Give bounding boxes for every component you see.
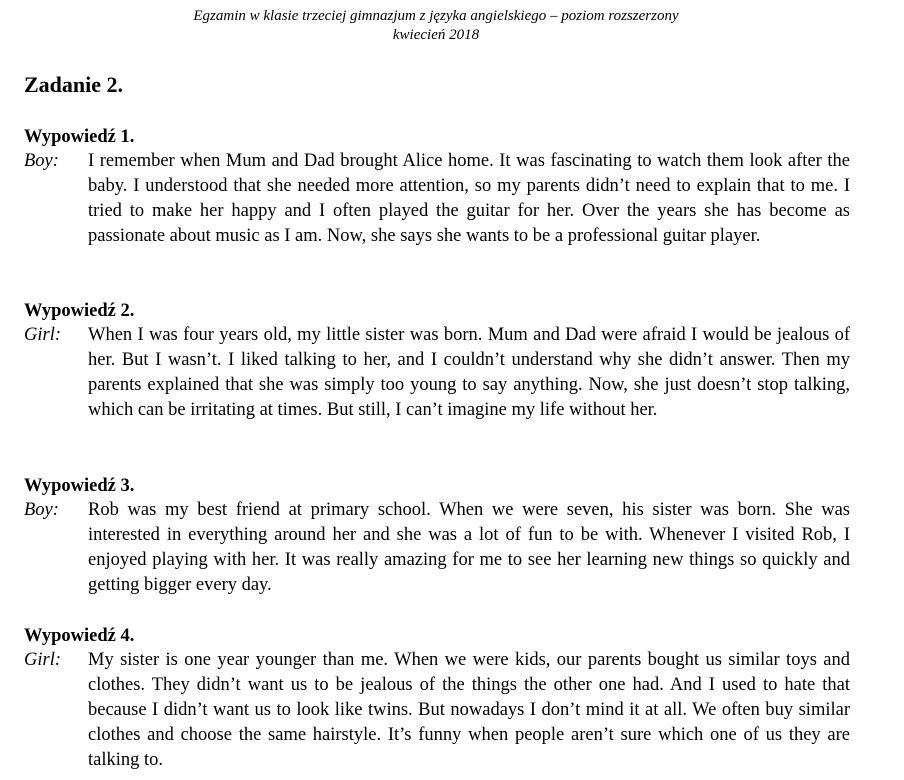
statement-speech bbox=[24, 648, 850, 773]
statement-speech bbox=[24, 149, 850, 249]
statement-text: My sister is one year younger than me. When we were kids, our parents bought us similar toys and clothes. They didn’t want us to be jealous of the things the other one had. And I used to hate that because I didn’t want us to look like twins. But nowadays I don’t mind it at all. We often buy similar clothes and choose the same hairstyle. It’s funny when people aren’t sure which one of us they are talking to. bbox=[88, 650, 850, 770]
statement-text: Rob was my best friend at primary school. When we were seven, his sister was born. She was interested in everything around her and she was a lot of fun to be with. Whenever I visited Rob, I enjoyed playing with her. It was really amazing for me to see her learning new things so quickly and getting bigger every day. bbox=[88, 500, 850, 595]
exam-header bbox=[0, 7, 872, 45]
statement-4 bbox=[24, 624, 850, 773]
speaker-label: Girl: bbox=[24, 650, 61, 670]
speaker-label: Boy: bbox=[24, 151, 59, 171]
statement-3 bbox=[24, 474, 850, 598]
statement-speech bbox=[24, 323, 850, 423]
statement-heading: Wypowiedź 2. bbox=[24, 301, 135, 321]
speaker-label: Girl: bbox=[24, 325, 61, 345]
statement-heading: Wypowiedź 3. bbox=[24, 476, 135, 496]
statement-2 bbox=[24, 299, 850, 423]
statement-text: I remember when Mum and Dad brought Alice home. It was fascinating to watch them look after the baby. I understood that she needed more attention, so my parents didn’t need to explain that to me. I tried to make her happy and I often played the guitar for her. Over the years she has become as passionate about music as I am. Now, she says she wants to be a professional guitar player. bbox=[88, 151, 850, 246]
statement-text: When I was four years old, my little sister was born. Mum and Dad were afraid I would be jealous of her. But I wasn’t. I liked talking to her, and I couldn’t understand why she didn’t answer. Then my parents explained that she was simply too young to say anything. Now, she just doesn’t stop talking, which can be irritating at times. But still, I can’t imagine my life without her. bbox=[88, 325, 850, 420]
statement-heading: Wypowiedź 1. bbox=[24, 127, 135, 147]
statement-speech bbox=[24, 498, 850, 598]
header-line-2: kwiecień 2018 bbox=[392, 27, 480, 43]
statement-1 bbox=[24, 125, 850, 249]
task-title: Zadanie 2. bbox=[24, 72, 124, 97]
header-line-1: Egzamin w klasie trzeciej gimnazjum z języka angielskiego – poziom rozszerzony bbox=[193, 8, 679, 24]
speaker-label: Boy: bbox=[24, 500, 59, 520]
statement-heading: Wypowiedź 4. bbox=[24, 626, 135, 646]
